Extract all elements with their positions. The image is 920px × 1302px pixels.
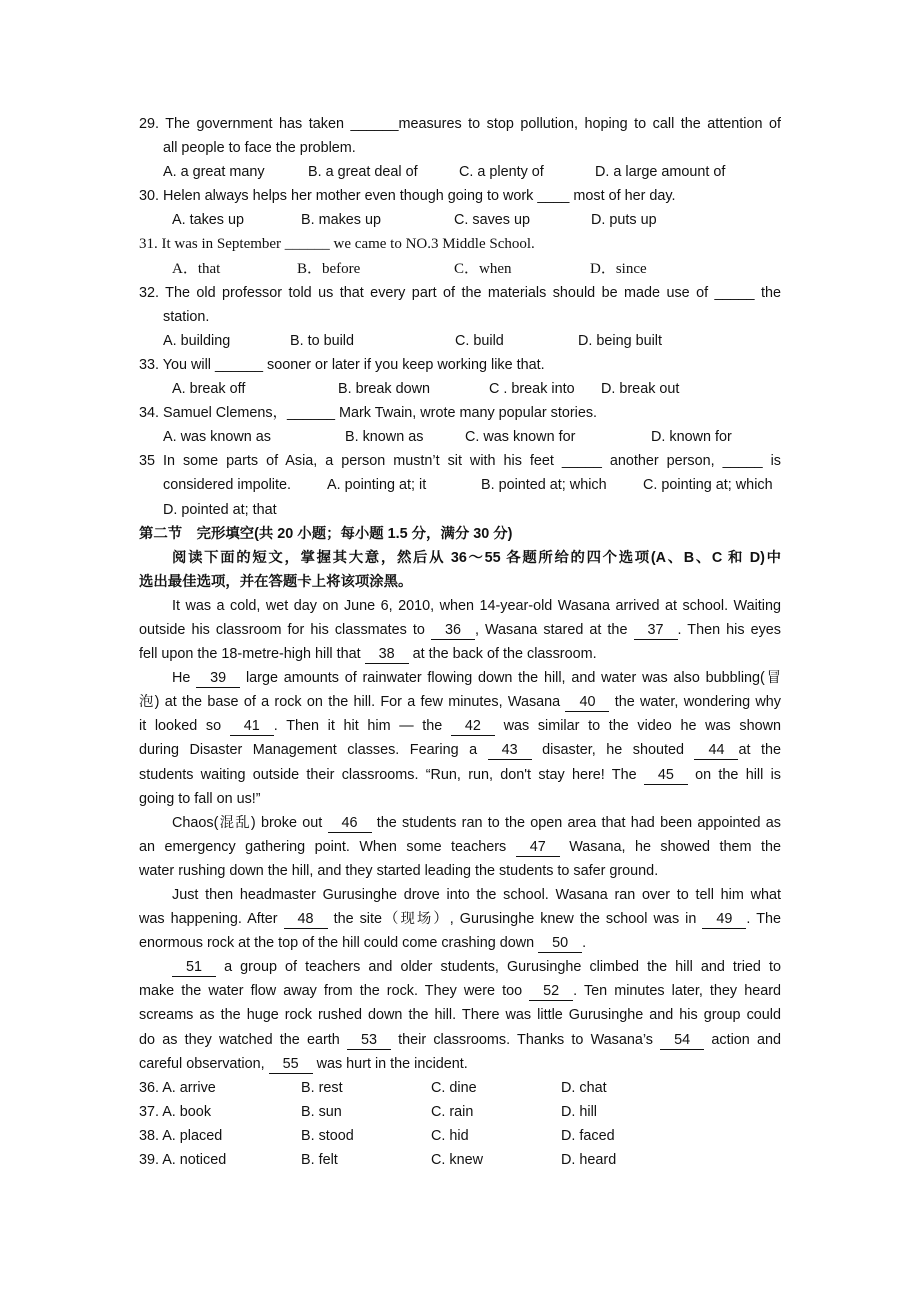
answer-option: C. hid (431, 1127, 469, 1144)
blank-36: 36 (431, 622, 475, 640)
section-heading: 第二节 完形填空(共 20 小题；每小题 1.5 分，满分 30 分) (139, 525, 513, 542)
passage-line (139, 859, 781, 883)
question-32-line: station. (163, 308, 210, 325)
passage-line (139, 979, 781, 1003)
text-segment: during Disaster Management classes. Fearing a (139, 742, 488, 759)
text-segment: was similar to the video he was shown (494, 718, 781, 735)
blank-39: 39 (196, 670, 240, 688)
passage-line (139, 594, 781, 618)
option: D. break out (601, 381, 680, 398)
text-segment: was hurt in the incident. (312, 1055, 468, 1072)
answer-option: C. dine (431, 1079, 477, 1096)
options-row (139, 425, 781, 449)
answer-options-row (139, 1124, 781, 1148)
option: B. a great deal of (308, 164, 418, 181)
answer-option: 38. A. placed (139, 1127, 223, 1144)
passage-line (139, 835, 781, 859)
passage-line (139, 907, 781, 931)
question-35-line: considered impolite. A. pointing at; it B. pointed at; which C. pointing at; which (139, 473, 781, 497)
text-segment: the water, wondering why (609, 694, 781, 711)
option: C. a plenty of (459, 164, 544, 181)
options-row (139, 498, 781, 522)
option: A. break off (172, 381, 246, 398)
passage-line (139, 1052, 781, 1076)
blank-41: 41 (230, 718, 274, 736)
text-segment: Chaos(混乱) broke out (172, 814, 328, 831)
text-segment: enormous rock at the top of the hill could come crashing down (139, 935, 539, 952)
blank-48: 48 (284, 911, 328, 929)
blank-43: 43 (488, 742, 532, 760)
passage-line (139, 738, 781, 762)
blank-49: 49 (702, 911, 746, 929)
text-segment: outside his classroom for his classmates to (139, 621, 431, 638)
passage-line (139, 714, 781, 738)
blank-53: 53 (347, 1032, 391, 1050)
text-segment: a group of teachers and older students, Gurusinghe climbed the hill and tried to (216, 959, 781, 976)
text-segment: large amounts of rainwater flowing down the hill, and water was also bubbling(冒 (240, 670, 781, 687)
question-34-line: 34. Samuel Clemens，______ Mark Twain, wrote many popular stories. (139, 405, 598, 422)
text-segment: the students ran to the open area that had been appointed as (371, 814, 781, 831)
option: C. build (455, 332, 504, 349)
text-segment: Wasana, he showed them the (559, 838, 781, 855)
question-31-line: 31. It was in September ______ we came to NO.3 Middle School. (139, 236, 535, 253)
passage-line (139, 787, 781, 811)
text-segment: Just then headmaster Gurusinghe drove into the school. Wasana ran over to tell him what (172, 887, 781, 903)
question-32-line: 32. The old professor told us that every part of the materials should be made use of _____ the (139, 284, 781, 301)
passage-line (139, 642, 781, 666)
blank-51: 51 (172, 959, 216, 977)
option: D. a large amount of (595, 164, 726, 181)
option: A. was known as (163, 429, 271, 446)
option: C . break into (489, 381, 575, 398)
passage-line (139, 763, 781, 787)
option: C. pointing at; which (643, 477, 773, 494)
blank-50: 50 (538, 935, 582, 953)
text-segment: on the hill is (687, 766, 781, 783)
text-segment: going to fall on us!” (139, 790, 261, 807)
passage-line (139, 1003, 781, 1027)
answer-option: 37. A. book (139, 1103, 212, 1120)
text-segment: an emergency gathering point. When some teachers (139, 838, 516, 855)
blank-55: 55 (269, 1056, 313, 1074)
answer-option: 36. A. arrive (139, 1079, 216, 1096)
blank-45: 45 (644, 767, 688, 785)
passage-line (139, 1028, 781, 1052)
answer-option: 39. A. noticed (139, 1152, 227, 1169)
answer-option: D. chat (561, 1079, 607, 1096)
text-segment: their classrooms. Thanks to Wasana’s (390, 1031, 661, 1048)
option: C. saves up (454, 212, 530, 229)
question-35-line: 35 In some parts of Asia, a person mustn’t sit with his feet _____ another person, _____ is (139, 453, 781, 470)
option: B．before (297, 260, 361, 277)
text-segment: at the (738, 742, 781, 759)
option: A. takes up (172, 212, 244, 229)
options-row (139, 377, 781, 401)
text-segment: it looked so (139, 718, 230, 735)
option: B. to build (290, 332, 354, 349)
text-segment: fell upon the 18-metre-high hill that (139, 646, 365, 663)
text-segment: . (582, 935, 587, 952)
option: A. pointing at; it (327, 477, 427, 494)
passage-line (139, 955, 781, 979)
answer-option: B. rest (301, 1079, 343, 1096)
text-segment: 泡) at the base of a rock on the hill. For a few minutes, Wasana (139, 694, 566, 711)
text-segment: . Ten minutes later, they heard (573, 983, 781, 1000)
text-segment: action and (704, 1031, 781, 1048)
blank-46: 46 (328, 815, 372, 833)
option: B. break down (338, 381, 430, 398)
answer-options-row (139, 1100, 781, 1124)
option: B. pointed at; which (481, 477, 607, 494)
answer-option: C. knew (431, 1152, 483, 1169)
options-row (139, 160, 781, 184)
text-segment: was happening. After (139, 911, 284, 928)
option: B. known as (345, 429, 424, 446)
options-row (139, 257, 781, 281)
text-segment: . Then it hit him — the (273, 718, 451, 735)
blank-38: 38 (365, 646, 409, 664)
option: A. building (163, 332, 231, 349)
option: D．since (590, 260, 647, 277)
text-segment: make the water flow away from the rock. They were too (139, 983, 530, 1000)
blank-54: 54 (660, 1032, 704, 1050)
passage-line (139, 811, 781, 835)
answer-option: C. rain (431, 1103, 474, 1120)
text-segment: water rushing down the hill, and they started leading the students to safer ground. (139, 862, 659, 879)
text-segment: careful observation, (139, 1055, 269, 1072)
option: A．that (172, 260, 221, 277)
answer-option: B. felt (301, 1152, 338, 1169)
text-segment: students waiting outside their classrooms. “Run, run, don't stay here! The (139, 766, 644, 783)
answer-option: B. sun (301, 1103, 342, 1120)
text-segment: disaster, he shouted (531, 742, 695, 759)
text-segment: the site（现场）, Gurusinghe knew the school was in (327, 911, 703, 928)
blank-42: 42 (451, 718, 495, 736)
passage-line (139, 690, 781, 714)
answer-option: D. faced (561, 1127, 615, 1144)
question-30-line: 30. Helen always helps her mother even though going to work ____ most of her day. (139, 188, 676, 205)
text-segment: . The (746, 911, 781, 928)
passage-line (139, 883, 781, 907)
option: D. pointed at; that (163, 501, 277, 518)
option: D. being built (578, 332, 662, 349)
text-segment: at the back of the classroom. (408, 646, 597, 663)
blank-52: 52 (529, 983, 573, 1001)
text-segment: do as they watched the earth (139, 1031, 347, 1048)
text-segment: It was a cold, wet day on June 6, 2010, when 14-year-old Wasana arrived at school. Waiting (172, 597, 781, 614)
blank-44: 44 (694, 742, 738, 760)
question-29-line: all people to face the problem. (163, 140, 356, 157)
option: B. makes up (301, 212, 381, 229)
text-segment: screams as the huge rock rushed down the hill. There was little Gurusinghe and his group could (139, 1007, 781, 1024)
option: D. known for (651, 429, 732, 446)
options-row (139, 329, 781, 353)
answer-option: B. stood (301, 1127, 354, 1144)
option: D. puts up (591, 212, 657, 229)
blank-47: 47 (516, 839, 560, 857)
option: C．when (454, 260, 512, 277)
question-29-line: 29. The government has taken ______measures to stop pollution, hoping to call the attention of (139, 116, 781, 132)
answer-option: D. hill (561, 1103, 597, 1120)
blank-40: 40 (565, 694, 609, 712)
text-segment: . Then his eyes (677, 621, 781, 638)
text-segment: He (172, 670, 197, 687)
question-33-line: 33. You will ______ sooner or later if you keep working like that. (139, 356, 545, 373)
option: A. a great many (163, 164, 265, 181)
passage-line (139, 931, 781, 955)
passage-line (139, 618, 781, 642)
text-segment: , Wasana stared at the (474, 621, 634, 638)
option: C. was known for (465, 429, 576, 446)
instructions-line: 选出最佳选项，并在答题卡上将该项涂黑。 (139, 573, 413, 590)
exam-document (139, 112, 781, 1172)
answer-option: D. heard (561, 1152, 617, 1169)
instructions-line: 阅读下面的短文，掌握其大意，然后从 36～55 各题所给的四个选项(A、B、C 和 D)中 (172, 549, 781, 566)
answer-options-row (139, 1148, 781, 1172)
options-row (139, 208, 781, 232)
answer-options-row (139, 1076, 781, 1100)
passage-line (139, 666, 781, 690)
blank-37: 37 (634, 622, 678, 640)
